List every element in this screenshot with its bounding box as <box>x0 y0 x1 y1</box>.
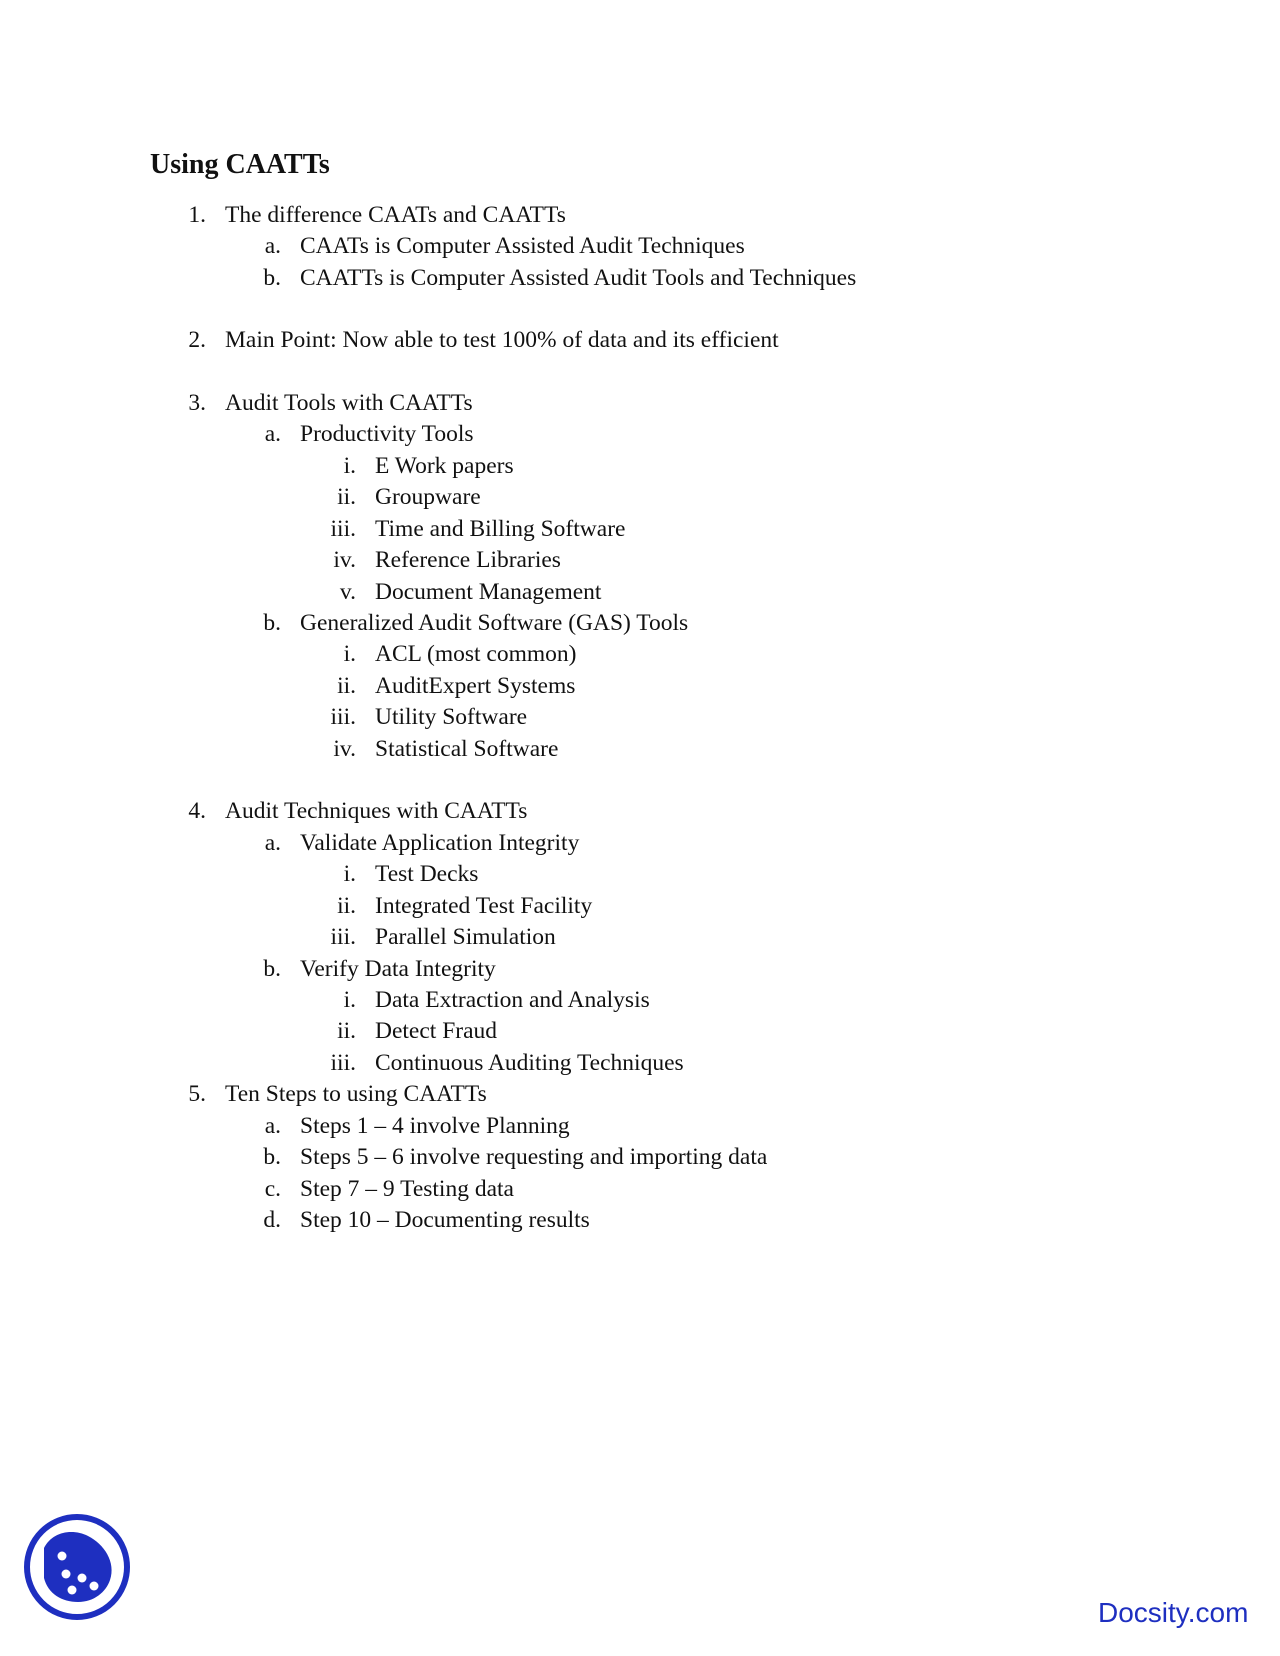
outline-item-text: Main Point: Now able to test 100% of data and its efficient <box>225 327 779 353</box>
outline-item-text: Generalized Audit Software (GAS) Tools <box>300 610 689 636</box>
outline-item-number: i. <box>343 641 356 667</box>
outline-item-number: 4. <box>188 798 206 824</box>
outline-item-number: ii. <box>337 484 356 510</box>
outline-item-text: Step 10 – Documenting results <box>300 1207 590 1233</box>
outline-item-text: Statistical Software <box>375 736 559 762</box>
docsity-brand-link[interactable]: Docsity.com <box>1098 1597 1249 1628</box>
outline-item-text: Data Extraction and Analysis <box>375 987 650 1013</box>
outline-item-number: iii. <box>330 516 356 542</box>
outline-item-text: Validate Application Integrity <box>300 830 580 856</box>
outline-item-text: Audit Tools with CAATTs <box>225 390 473 416</box>
outline-item-number: ii. <box>337 673 356 699</box>
outline-item-number: iv. <box>333 547 356 573</box>
outline-item-text: Audit Techniques with CAATTs <box>225 798 528 824</box>
outline-item-number: i. <box>343 987 356 1013</box>
outline-item-number: c. <box>264 1176 281 1202</box>
outline-item-text: Steps 1 – 4 involve Planning <box>300 1113 570 1139</box>
outline-item-text: The difference CAATs and CAATTs <box>225 202 566 228</box>
outline-item-text: Continuous Auditing Techniques <box>375 1050 684 1076</box>
outline-item-number: a. <box>264 233 281 259</box>
outline-item-number: ii. <box>337 1018 356 1044</box>
outline-item-text: Reference Libraries <box>375 547 561 573</box>
outline-item-text: Step 7 – 9 Testing data <box>300 1176 514 1202</box>
outline-item-number: a. <box>264 1113 281 1139</box>
outline-item-number: iii. <box>330 1050 356 1076</box>
outline-item-number: 3. <box>188 390 206 416</box>
outline-item-number: b. <box>263 610 281 636</box>
outline-item-text: Time and Billing Software <box>375 516 626 542</box>
outline-item-text: Ten Steps to using CAATTs <box>225 1081 487 1107</box>
outline-item-number: b. <box>263 956 281 982</box>
outline-item-number: 1. <box>188 202 206 228</box>
outline-item-number: b. <box>263 265 281 291</box>
outline-item-text: Productivity Tools <box>300 421 474 447</box>
outline-item-text: Verify Data Integrity <box>300 956 496 982</box>
outline-item-text: Document Management <box>375 579 602 605</box>
outline-item-number: a. <box>264 830 281 856</box>
outline-item-number: ii. <box>337 893 356 919</box>
outline-item-text: Detect Fraud <box>375 1018 498 1044</box>
outline-item-number: i. <box>343 861 356 887</box>
outline-item-number: a. <box>264 421 281 447</box>
outline-item-text: Utility Software <box>375 704 528 730</box>
outline-item-number: iv. <box>333 736 356 762</box>
outline-item-text: Test Decks <box>375 861 479 887</box>
outline-item-text: ACL (most common) <box>375 641 577 667</box>
outline-item-number: v. <box>339 579 356 605</box>
outline-item-number: iii. <box>330 704 356 730</box>
outline-item-number: b. <box>263 1144 281 1170</box>
outline-item-text: CAATTs is Computer Assisted Audit Tools and Techniques <box>300 265 857 291</box>
outline-item-text: Parallel Simulation <box>375 924 556 950</box>
outline-item-number: 5. <box>188 1081 206 1107</box>
docsity-logo-icon <box>22 1512 132 1622</box>
outline-item-number: 2. <box>188 327 206 353</box>
outline-item-number: i. <box>343 453 356 479</box>
outline-item-text: AuditExpert Systems <box>375 673 576 699</box>
document-title: Using CAATTs <box>150 149 330 180</box>
outline-item-text: Integrated Test Facility <box>375 893 593 919</box>
outline-item-text: CAATs is Computer Assisted Audit Techniques <box>300 233 745 259</box>
outline-item-number: iii. <box>330 924 356 950</box>
outline-item-number: d. <box>263 1207 281 1233</box>
outline-item-text: Groupware <box>375 484 481 510</box>
outline-item-text: Steps 5 – 6 involve requesting and importing data <box>300 1144 768 1170</box>
outline-item-text: E Work papers <box>375 453 514 479</box>
